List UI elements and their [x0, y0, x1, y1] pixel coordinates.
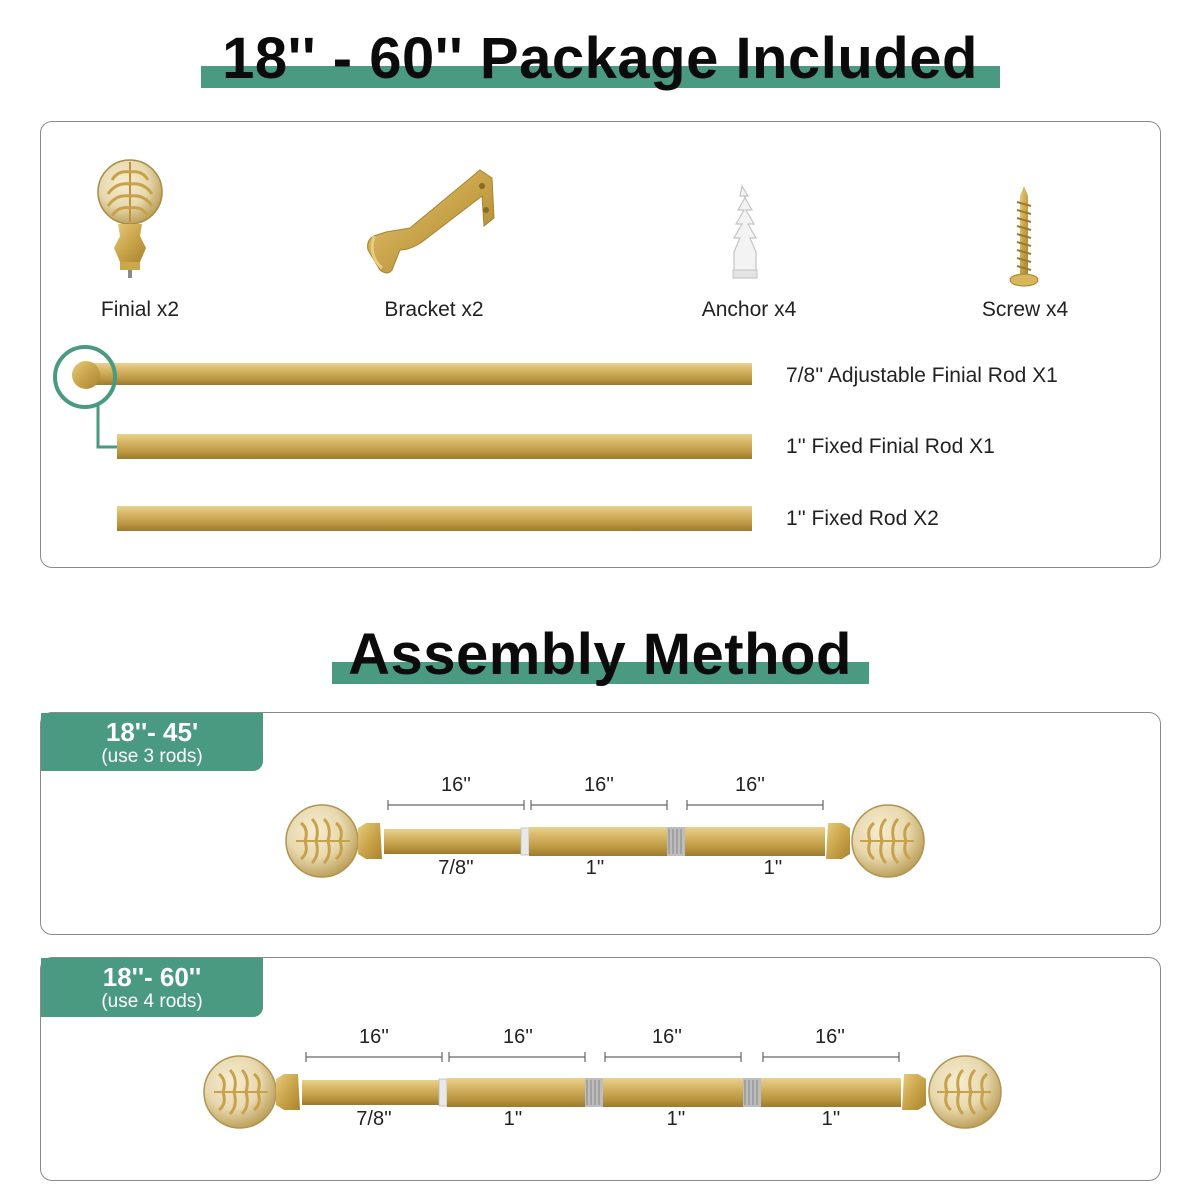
length-label: 16'' [441, 774, 471, 796]
left-finial [204, 1056, 300, 1128]
config-range: 18''- 60'' [102, 962, 202, 992]
rod-connector [743, 1078, 761, 1107]
rod-segment-1 [761, 1078, 901, 1107]
rod-label-fixed: 1'' Fixed Rod X2 [786, 507, 939, 530]
diameter-label: 1'' [585, 857, 605, 879]
rod-segment-7-8 [302, 1080, 442, 1105]
diameter-label: 1'' [666, 1108, 686, 1130]
rod-connector [439, 1079, 447, 1106]
diameter-label: 1'' [821, 1108, 841, 1130]
diameter-label: 7/8'' [438, 857, 474, 879]
item-label-screw: Screw x4 [981, 298, 1069, 321]
rod-label-fixed-finial: 1'' Fixed Finial Rod X1 [786, 435, 995, 458]
diameter-label: 1'' [763, 857, 783, 879]
length-label: 16'' [652, 1026, 682, 1048]
length-label: 16'' [735, 774, 765, 796]
item-label-bracket: Bracket x2 [384, 298, 484, 321]
dimension-lines [306, 1052, 899, 1062]
rod-label-adjustable: 7/8'' Adjustable Finial Rod X1 [786, 364, 1058, 387]
package-title: 18'' - 60'' Package Included [222, 26, 978, 91]
length-label: 16'' [584, 774, 614, 796]
diameter-label: 1'' [503, 1108, 523, 1130]
rod-segment-1 [603, 1078, 743, 1107]
config-note: (use 3 rods) [101, 746, 203, 767]
diameter-label: 7/8'' [356, 1108, 392, 1130]
right-finial [902, 1056, 1001, 1128]
config-note: (use 4 rods) [101, 991, 203, 1012]
length-label: 16'' [359, 1026, 389, 1048]
length-label: 16'' [815, 1026, 845, 1048]
rod-connector [585, 1078, 603, 1107]
item-label-finial: Finial x2 [100, 298, 180, 321]
assembly-title: Assembly Method [348, 622, 852, 687]
item-label-anchor: Anchor x4 [701, 298, 797, 321]
length-label: 16'' [503, 1026, 533, 1048]
rod-segment-1 [447, 1078, 585, 1107]
config-range: 18''- 45' [105, 717, 199, 747]
